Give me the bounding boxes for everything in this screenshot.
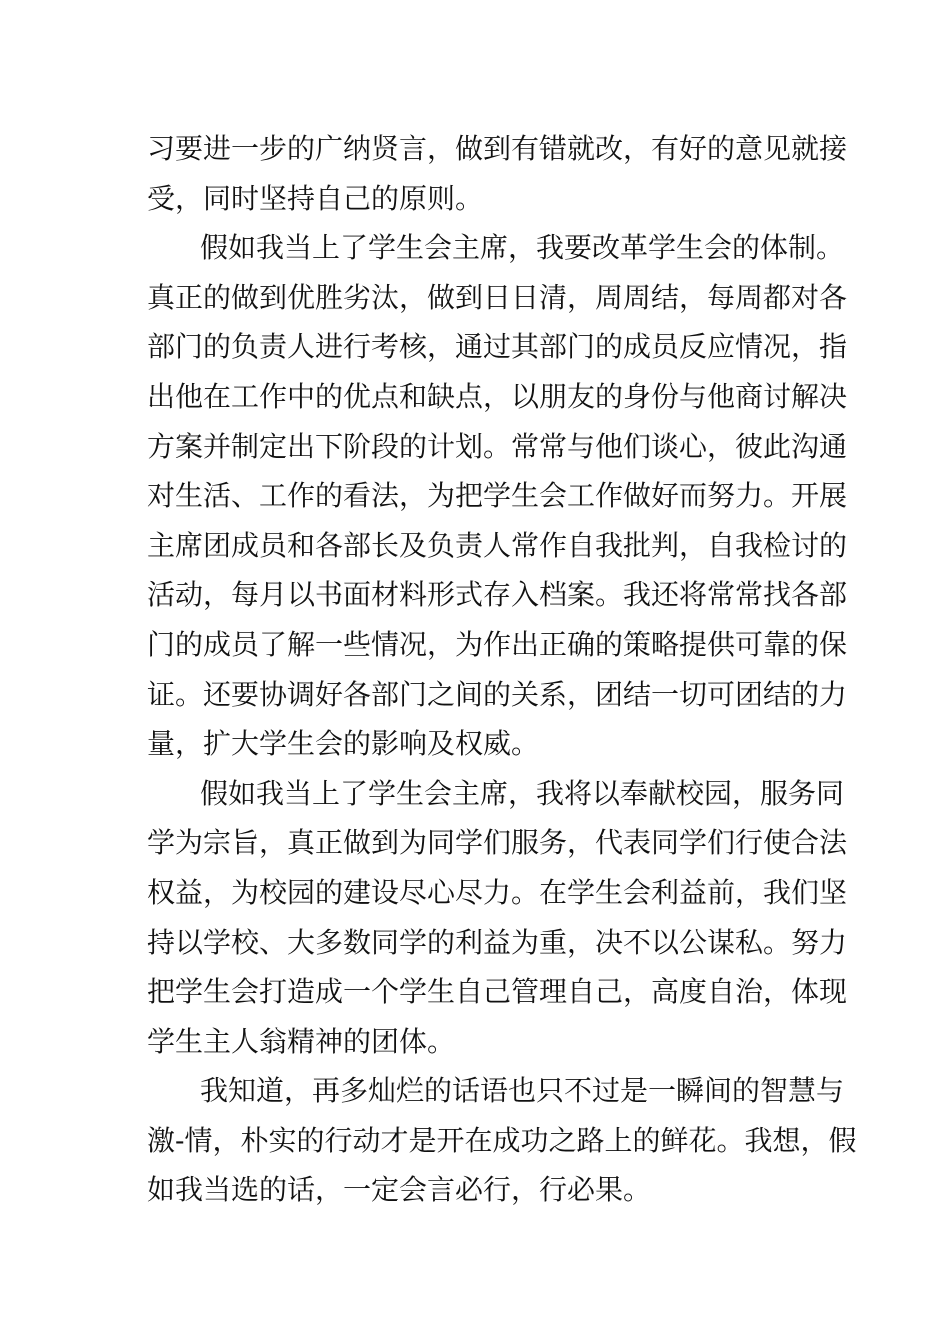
text-line: 方案并制定出下阶段的计划。常常与他们谈心，彼此沟通 — [147, 429, 848, 463]
text-line: 习要进一步的广纳贤言，做到有错就改，有好的意见就接 — [147, 132, 848, 165]
text-line: 受，同时坚持自己的原则。 — [147, 181, 484, 215]
text-line: 量，扩大学生会的影响及权威。 — [147, 727, 540, 761]
text-line: 对生活、工作的看法，为把学生会工作做好而努力。开展 — [147, 479, 848, 513]
text-line: 活动，每月以书面材料形式存入档案。我还将常常找各部 — [147, 578, 848, 612]
text-line: 门的成员了解一些情况，为作出正确的策略提供可靠的保 — [147, 627, 848, 661]
text-line: 证。还要协调好各部门之间的关系，团结一切可团结的力 — [147, 677, 848, 711]
text-line: 学生主人翁精神的团体。 — [147, 1024, 456, 1058]
paragraph-first-line: 假如我当上了学生会主席，我要改革学生会的体制。 — [200, 231, 845, 265]
paragraph-first-line: 我知道，再多灿烂的话语也只不过是一瞬间的智慧与 — [200, 1074, 845, 1108]
text-line: 部门的负责人进行考核，通过其部门的成员反应情况，指 — [147, 330, 848, 364]
text-line: 持以学校、大多数同学的利益为重，决不以公谋私。努力 — [147, 925, 848, 959]
text-line: 主席团成员和各部长及负责人常作自我批判，自我检讨的 — [147, 528, 848, 562]
text-line: 学为宗旨，真正做到为同学们服务，代表同学们行使合法 — [147, 826, 848, 860]
paragraph-first-line: 假如我当上了学生会主席，我将以奉献校园，服务同 — [200, 776, 845, 810]
text-line: 真正的做到优胜劣汰，做到日日清，周周结，每周都对各 — [147, 280, 848, 314]
text-line: 出他在工作中的优点和缺点，以朋友的身份与他商讨解决 — [147, 379, 848, 413]
text-line: 权益，为校园的建设尽心尽力。在学生会利益前，我们坚 — [147, 875, 848, 909]
document-body — [147, 124, 857, 1215]
text-line: 把学生会打造成一个学生自己管理自己，高度自治，体现 — [147, 975, 848, 1009]
text-line: 激-情，朴实的行动才是开在成功之路上的鲜花。我想，假 — [147, 1123, 857, 1157]
text-line: 如我当选的话，一定会言必行，行必果。 — [147, 1173, 652, 1207]
